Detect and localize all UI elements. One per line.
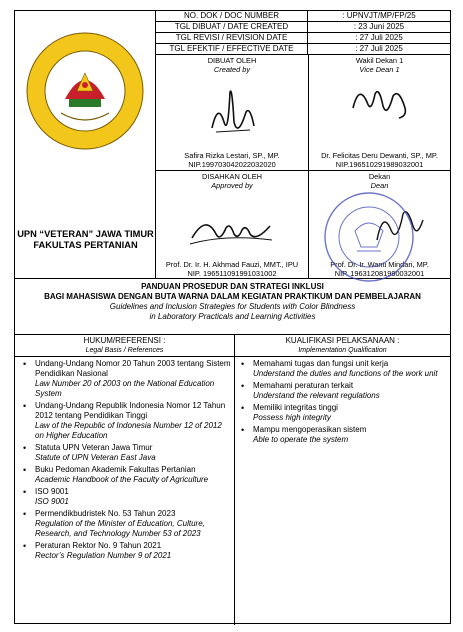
list-item	[19, 443, 231, 463]
list-item	[19, 401, 231, 441]
signature-nip: NIP.196510291989032001	[335, 160, 424, 169]
signature-role-en: Vice Dean 1	[359, 65, 400, 74]
signature-approved-by	[156, 172, 308, 278]
signature-created-by	[156, 56, 308, 169]
document-page	[14, 10, 451, 624]
meta-label: TGL EFEKTIF / EFFECTIVE DATE	[156, 44, 308, 54]
title-line: BAGI MAHASISWA DENGAN BUTA WARNA DALAM KEGIATAN PRAKTIKUM DAN PEMBELAJARAN	[44, 292, 421, 301]
list-item	[19, 359, 231, 399]
list-item	[19, 487, 231, 507]
item-text: Memahami tugas dan fungsi unit kerja	[253, 359, 389, 368]
logo-cell	[15, 11, 156, 279]
column-header-en: Implementation Qualification	[298, 347, 387, 354]
meta-row-doc-number	[156, 11, 450, 22]
item-text-en: Understand the duties and functions of the work unit	[253, 369, 438, 378]
meta-label: NO. DOK / DOC NUMBER	[156, 11, 308, 21]
signature-name-block	[156, 260, 308, 278]
signature-nip: NIP. 196511091991031002	[187, 269, 277, 278]
item-text-en: Rector’s Regulation Number 9 of 2021	[35, 551, 172, 560]
university-logo-icon	[25, 31, 145, 151]
signature-row-divider	[156, 170, 450, 171]
column-header-en: Legal Basis / References	[85, 347, 164, 354]
item-text: Memiliki integritas tinggi	[253, 403, 338, 412]
column-header: HUKUM/REFERENSI :	[83, 336, 166, 345]
handwritten-signature-icon	[186, 204, 276, 252]
handwritten-signature-icon	[345, 78, 415, 128]
column-divider	[234, 335, 235, 625]
title-line-en: in Laboratory Practicals and Learning Activities	[149, 312, 316, 321]
list-item	[19, 541, 231, 561]
meta-value: : 23 Juni 2025	[353, 22, 405, 31]
qualification-header	[235, 335, 450, 357]
meta-row-effective-date	[156, 44, 450, 55]
meta-row-date-created	[156, 22, 450, 33]
faculty-name: FAKULTAS PERTANIAN	[33, 240, 138, 250]
signature-role: Dekan	[368, 172, 391, 181]
signature-nip: NIP. 196312081990032001	[334, 269, 425, 278]
signature-nip: NIP.199703042022032020	[188, 160, 276, 169]
item-text: Undang-Undang Republik Indonesia Nomor 12 Tahun 2012 tentang Pendidikan Tinggi	[35, 401, 226, 420]
signature-name-block	[156, 151, 308, 169]
list-item	[237, 359, 447, 379]
meta-value: : 27 Juli 2025	[355, 44, 403, 53]
signature-vice-dean	[309, 56, 450, 169]
faculty-stamp-icon	[305, 189, 435, 285]
signature-role: DIBUAT OLEH	[207, 56, 257, 65]
institution-name: UPN “VETERAN” JAWA TIMUR	[17, 229, 154, 239]
item-text: Buku Pedoman Akademik Fakultas Pertanian	[35, 465, 196, 474]
list-item	[19, 465, 231, 485]
qualification-list	[237, 359, 447, 447]
title-line: PANDUAN PROSEDUR DAN STRATEGI INKLUSI	[141, 282, 324, 291]
signature-name: Prof. Dr. Ir. H. Akhmad Fauzi, MMT., IPU	[165, 260, 299, 269]
title-line-en: Guidelines and Inclusion Strategies for Students with Color Blindness	[109, 302, 356, 311]
item-text-en: Regulation of the Minister of Education, Culture, Research, and Technology Number 53 of 2023	[35, 519, 205, 538]
list-item	[19, 509, 231, 539]
signature-role-en: Approved by	[211, 181, 253, 190]
item-text-en: Law of the Republic of Indonesia Number 12 of 2012 on Higher Education	[35, 421, 222, 440]
meta-label: TGL DIBUAT / DATE CREATED	[156, 22, 308, 32]
meta-value: : 27 Juli 2025	[355, 33, 403, 42]
item-text-en: Academic Handbook of the Faculty of Agriculture	[35, 475, 209, 484]
signature-role-en: Created by	[213, 65, 251, 74]
meta-value: : UPNVJT/MP/FP/25	[342, 11, 416, 20]
item-text-en: Law Number 20 of 2003 on the National Education System	[35, 379, 215, 398]
references-header	[15, 335, 234, 357]
signature-role: DISAHKAN OLEH	[202, 172, 262, 181]
list-item	[237, 381, 447, 401]
document-title	[15, 279, 450, 335]
signature-name: Safira Rizka Lestari, SP., MP.	[184, 151, 280, 160]
handwritten-signature-icon	[206, 82, 261, 142]
signature-name-block	[309, 151, 450, 169]
column-header: KUALIFIKASI PELAKSANAAN :	[285, 336, 400, 345]
institution-name-block	[15, 229, 156, 251]
item-text-en: Able to operate the system	[253, 435, 349, 444]
item-text: Peraturan Rektor No. 9 Tahun 2021	[35, 541, 162, 550]
signature-name: Dr. Felicitas Deru Dewanti, SP., MP.	[321, 151, 438, 160]
item-text-en: Understand the relevant regulations	[253, 391, 380, 400]
signature-name: Prof. Dr. Ir. Wanti Mindari, MP.	[330, 260, 429, 269]
item-text: Permendikbudristek No. 53 Tahun 2023	[35, 509, 176, 518]
list-item	[237, 403, 447, 423]
meta-label: TGL REVISI / REVISION DATE	[156, 33, 308, 43]
list-item	[237, 425, 447, 445]
item-text-en: ISO 9001	[35, 497, 69, 506]
signature-role-en: Dean	[370, 181, 389, 190]
item-text: Memahami peraturan terkait	[253, 381, 354, 390]
item-text: Statuta UPN Veteran Jawa Timur	[35, 443, 153, 452]
document-header	[15, 11, 450, 279]
item-text: Mampu mengoperasikan sistem	[253, 425, 367, 434]
references-list	[19, 359, 231, 563]
item-text: ISO 9001	[35, 487, 69, 496]
signature-role: Wakil Dekan 1	[355, 56, 404, 65]
meta-row-revision-date	[156, 33, 450, 44]
item-text: Undang-Undang Nomor 20 Tahun 2003 tentang Sistem Pendidikan Nasional	[35, 359, 231, 378]
item-text-en: Statute of UPN Veteran East Java	[35, 453, 156, 462]
item-text-en: Possess high integrity	[253, 413, 331, 422]
